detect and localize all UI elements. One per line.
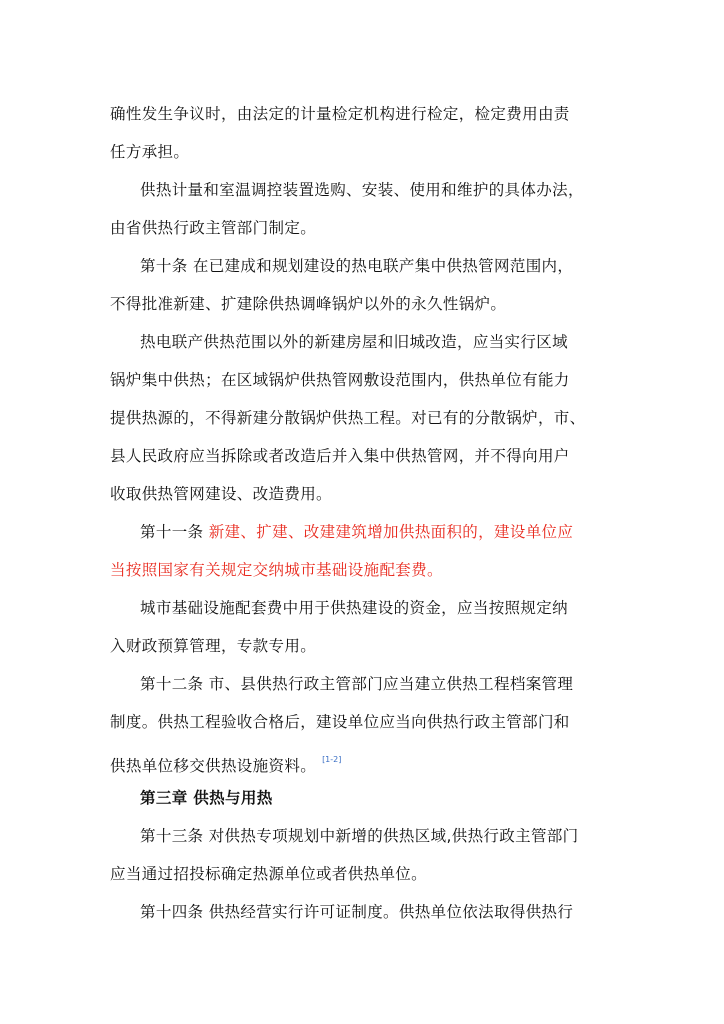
text-line: 收取供热管网建设、改造费用。 xyxy=(110,485,332,503)
text-line: 供热计量和室温调控装置选购、安装、使用和维护的具体办法， xyxy=(140,181,584,199)
text-line: 供热经营实行许可证制度。供热单位依法取得供热行 xyxy=(208,903,574,921)
reference-link[interactable]: [1-2] xyxy=(322,755,342,764)
text-line: 由省供热行政主管部门制定。 xyxy=(110,219,317,237)
text-line: 对供热专项规划中新增的供热区域,供热行政主管部门 xyxy=(208,827,579,845)
text-line: 锅炉集中供热；在区域锅炉供热管网敷设范围内，供热单位有能力 xyxy=(110,371,570,389)
article-number: 第十三条 xyxy=(140,827,204,845)
text-line: 城市基础设施配套费中用于供热建设的资金，应当按照规定纳 xyxy=(140,599,568,617)
article-number: 第十一条 xyxy=(140,523,204,541)
text-line: 应当通过招投标确定热源单位或者供热单位。 xyxy=(110,865,428,883)
article-number: 第十条 xyxy=(140,257,188,275)
text-line: 确性发生争议时，由法定的计量检定机构进行检定，检定费用由责 xyxy=(110,105,570,123)
text-line: 供热单位移交供热设施资料。 xyxy=(110,757,317,775)
paragraph-line xyxy=(140,180,584,200)
article-number: 第十四条 xyxy=(140,903,204,921)
text-line: 不得批准新建、扩建除供热调峰锅炉以外的永久性锅炉。 xyxy=(110,295,507,313)
article-14 xyxy=(140,902,573,922)
text-line: 县人民政府应当拆除或者改造后并入集中供热管网，并不得向用户 xyxy=(110,447,570,465)
paragraph-line xyxy=(110,864,427,884)
paragraph-line xyxy=(110,142,189,162)
paragraph-line xyxy=(110,712,570,732)
paragraph-line xyxy=(110,636,316,656)
paragraph-line xyxy=(110,484,332,504)
highlighted-line xyxy=(110,560,443,580)
chapter-title: 第三章 供热与用热 xyxy=(140,789,273,807)
text-line: 在已建成和规划建设的热电联产集中供热管网范围内， xyxy=(192,257,574,275)
paragraph-line xyxy=(110,218,316,238)
article-12 xyxy=(140,674,573,694)
highlighted-text: 新建、扩建、改建建筑增加供热面积的，建设单位应 xyxy=(208,523,574,541)
paragraph-line xyxy=(110,446,570,466)
article-13 xyxy=(140,826,579,846)
paragraph-line xyxy=(110,750,341,776)
paragraph-line xyxy=(140,332,568,352)
text-line: 任方承担。 xyxy=(110,143,190,161)
text-line: 入财政预算管理，专款专用。 xyxy=(110,637,317,655)
paragraph-line xyxy=(110,294,506,314)
chapter-heading xyxy=(140,788,273,808)
highlighted-text: 当按照国家有关规定交纳城市基础设施配套费。 xyxy=(110,561,443,579)
article-number: 第十二条 xyxy=(140,675,204,693)
text-line: 热电联产供热范围以外的新建房屋和旧城改造，应当实行区域 xyxy=(140,333,568,351)
paragraph-line xyxy=(110,104,570,124)
paragraph-line xyxy=(110,370,570,390)
paragraph-line xyxy=(110,408,586,428)
text-line: 市、县供热行政主管部门应当建立供热工程档案管理 xyxy=(208,675,574,693)
text-line: 提供热源的，不得新建分散锅炉供热工程。对已有的分散锅炉，市、 xyxy=(110,409,586,427)
paragraph-line xyxy=(140,598,568,618)
text-line: 制度。供热工程验收合格后，建设单位应当向供热行政主管部门和 xyxy=(110,713,570,731)
article-10 xyxy=(140,256,573,276)
article-11 xyxy=(140,522,573,542)
